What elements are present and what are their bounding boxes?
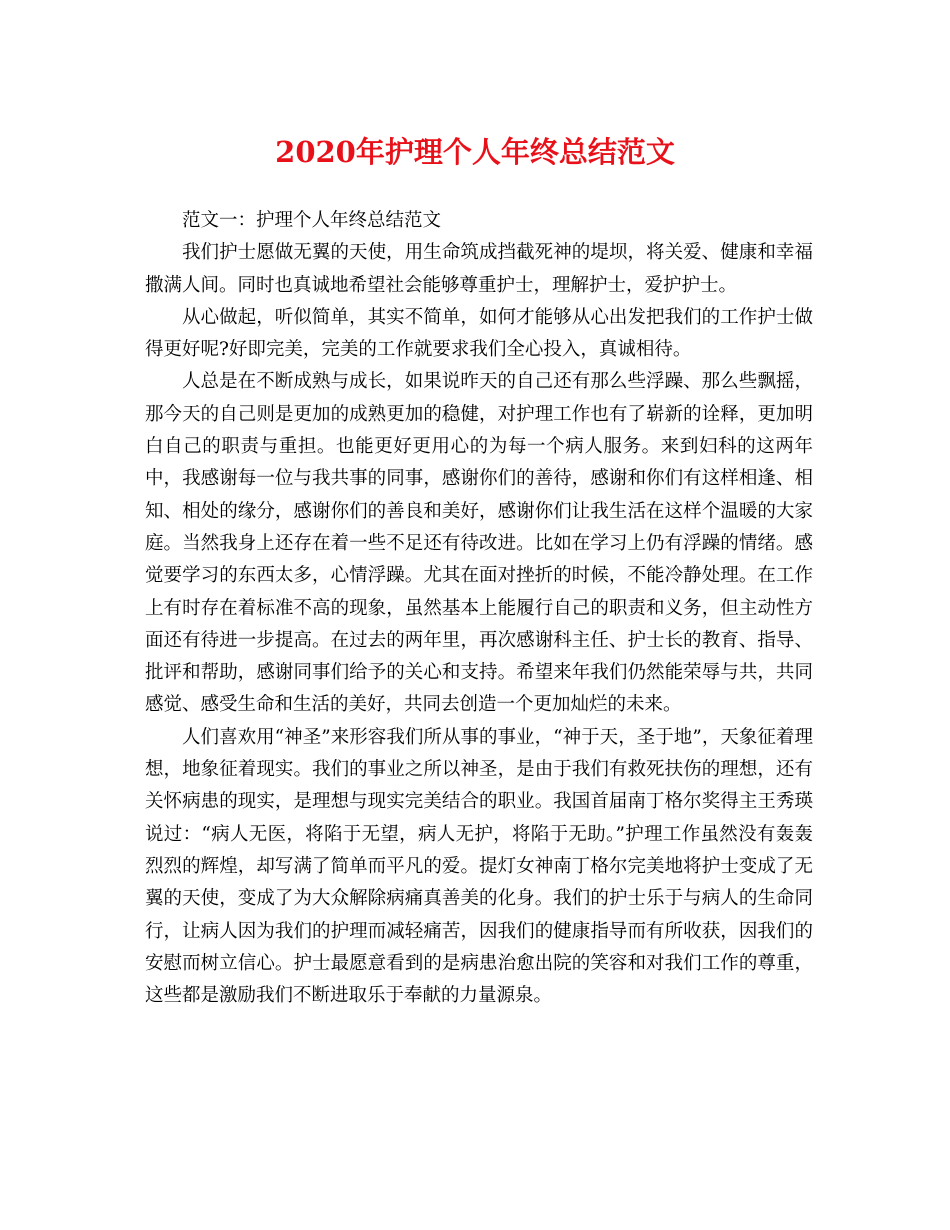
paragraph: 从心做起，听似简单，其实不简单，如何才能够从心出发把我们的工作护士做得更好呢?好即完美，完美的工作就要求我们全心投入，真诚相待。 [145,306,813,361]
document-title: 2020年护理个人年终总结范文 [275,135,675,169]
paragraph: 人们喜欢用“神圣”来形容我们所从事的事业，“神于天，圣于地”，天象征着理想，地象征着现实。我们的事业之所以神圣，是由于我们有救死扶伤的理想，还有关怀病患的现实，是理想与现实完美结合的职业。我国首届南丁格尔奖得主王秀瑛说过：“病人无医，将陷于无望，病人无护，将陷于无助。”护理工作虽然没有轰轰烈烈的辉煌，却写满了简单而平凡的爱。提灯女神南丁格尔完美地将护士变成了无翼的天使，变成了为大众解除病痛真善美的化身。我们的护士乐于与病人的生命同行，让病人因为我们的护理而减轻痛苦，因我们的健康指导而有所收获，因我们的安慰而树立信心。护士最愿意看到的是病患治愈出院的笑容和对我们工作的尊重，这些都是激励我们不断进取乐于奉献的力量源泉。 [145,726,813,1007]
paragraph: 我们护士愿做无翼的天使，用生命筑成挡截死神的堤坝，将关爱、健康和幸福撒满人间。同时也真诚地希望社会能够尊重护士，理解护士，爱护护士。 [145,242,813,296]
paragraph: 人总是在不断成熟与成长，如果说昨天的自己还有那么些浮躁、那么些飘摇，那今天的自己则是更加的成熟更加的稳健，对护理工作也有了崭新的诠释，更加明白自己的职责与重担。也能更好更用心的为每一个病人服务。来到妇科的这两年中，我感谢每一位与我共事的同事，感谢你们的善待，感谢和你们有这样相逢、相知、相处的缘分，感谢你们的善良和美好，感谢你们让我生活在这样个温暖的大家庭。当然我身上还存在着一些不足还有待改进。比如在学习上仍有浮躁的情绪。感觉要学习的东西太多，心情浮躁。尤其在面对挫折的时候，不能冷静处理。在工作上有时存在着标准不高的现象，虽然基本上能履行自己的职责和义务，但主动性方面还有待进一步提高。在过去的两年里，再次感谢科主任、护士长的教育、指导、批评和帮助，感谢同事们给予的关心和支持。希望来年我们仍然能荣辱与共，共同感觉、感受生命和生活的美好，共同去创造一个更加灿烂的未来。 [145,371,813,716]
section-heading: 范文一：护理个人年终总结范文 [182,210,442,231]
document-body [145,205,813,1012]
